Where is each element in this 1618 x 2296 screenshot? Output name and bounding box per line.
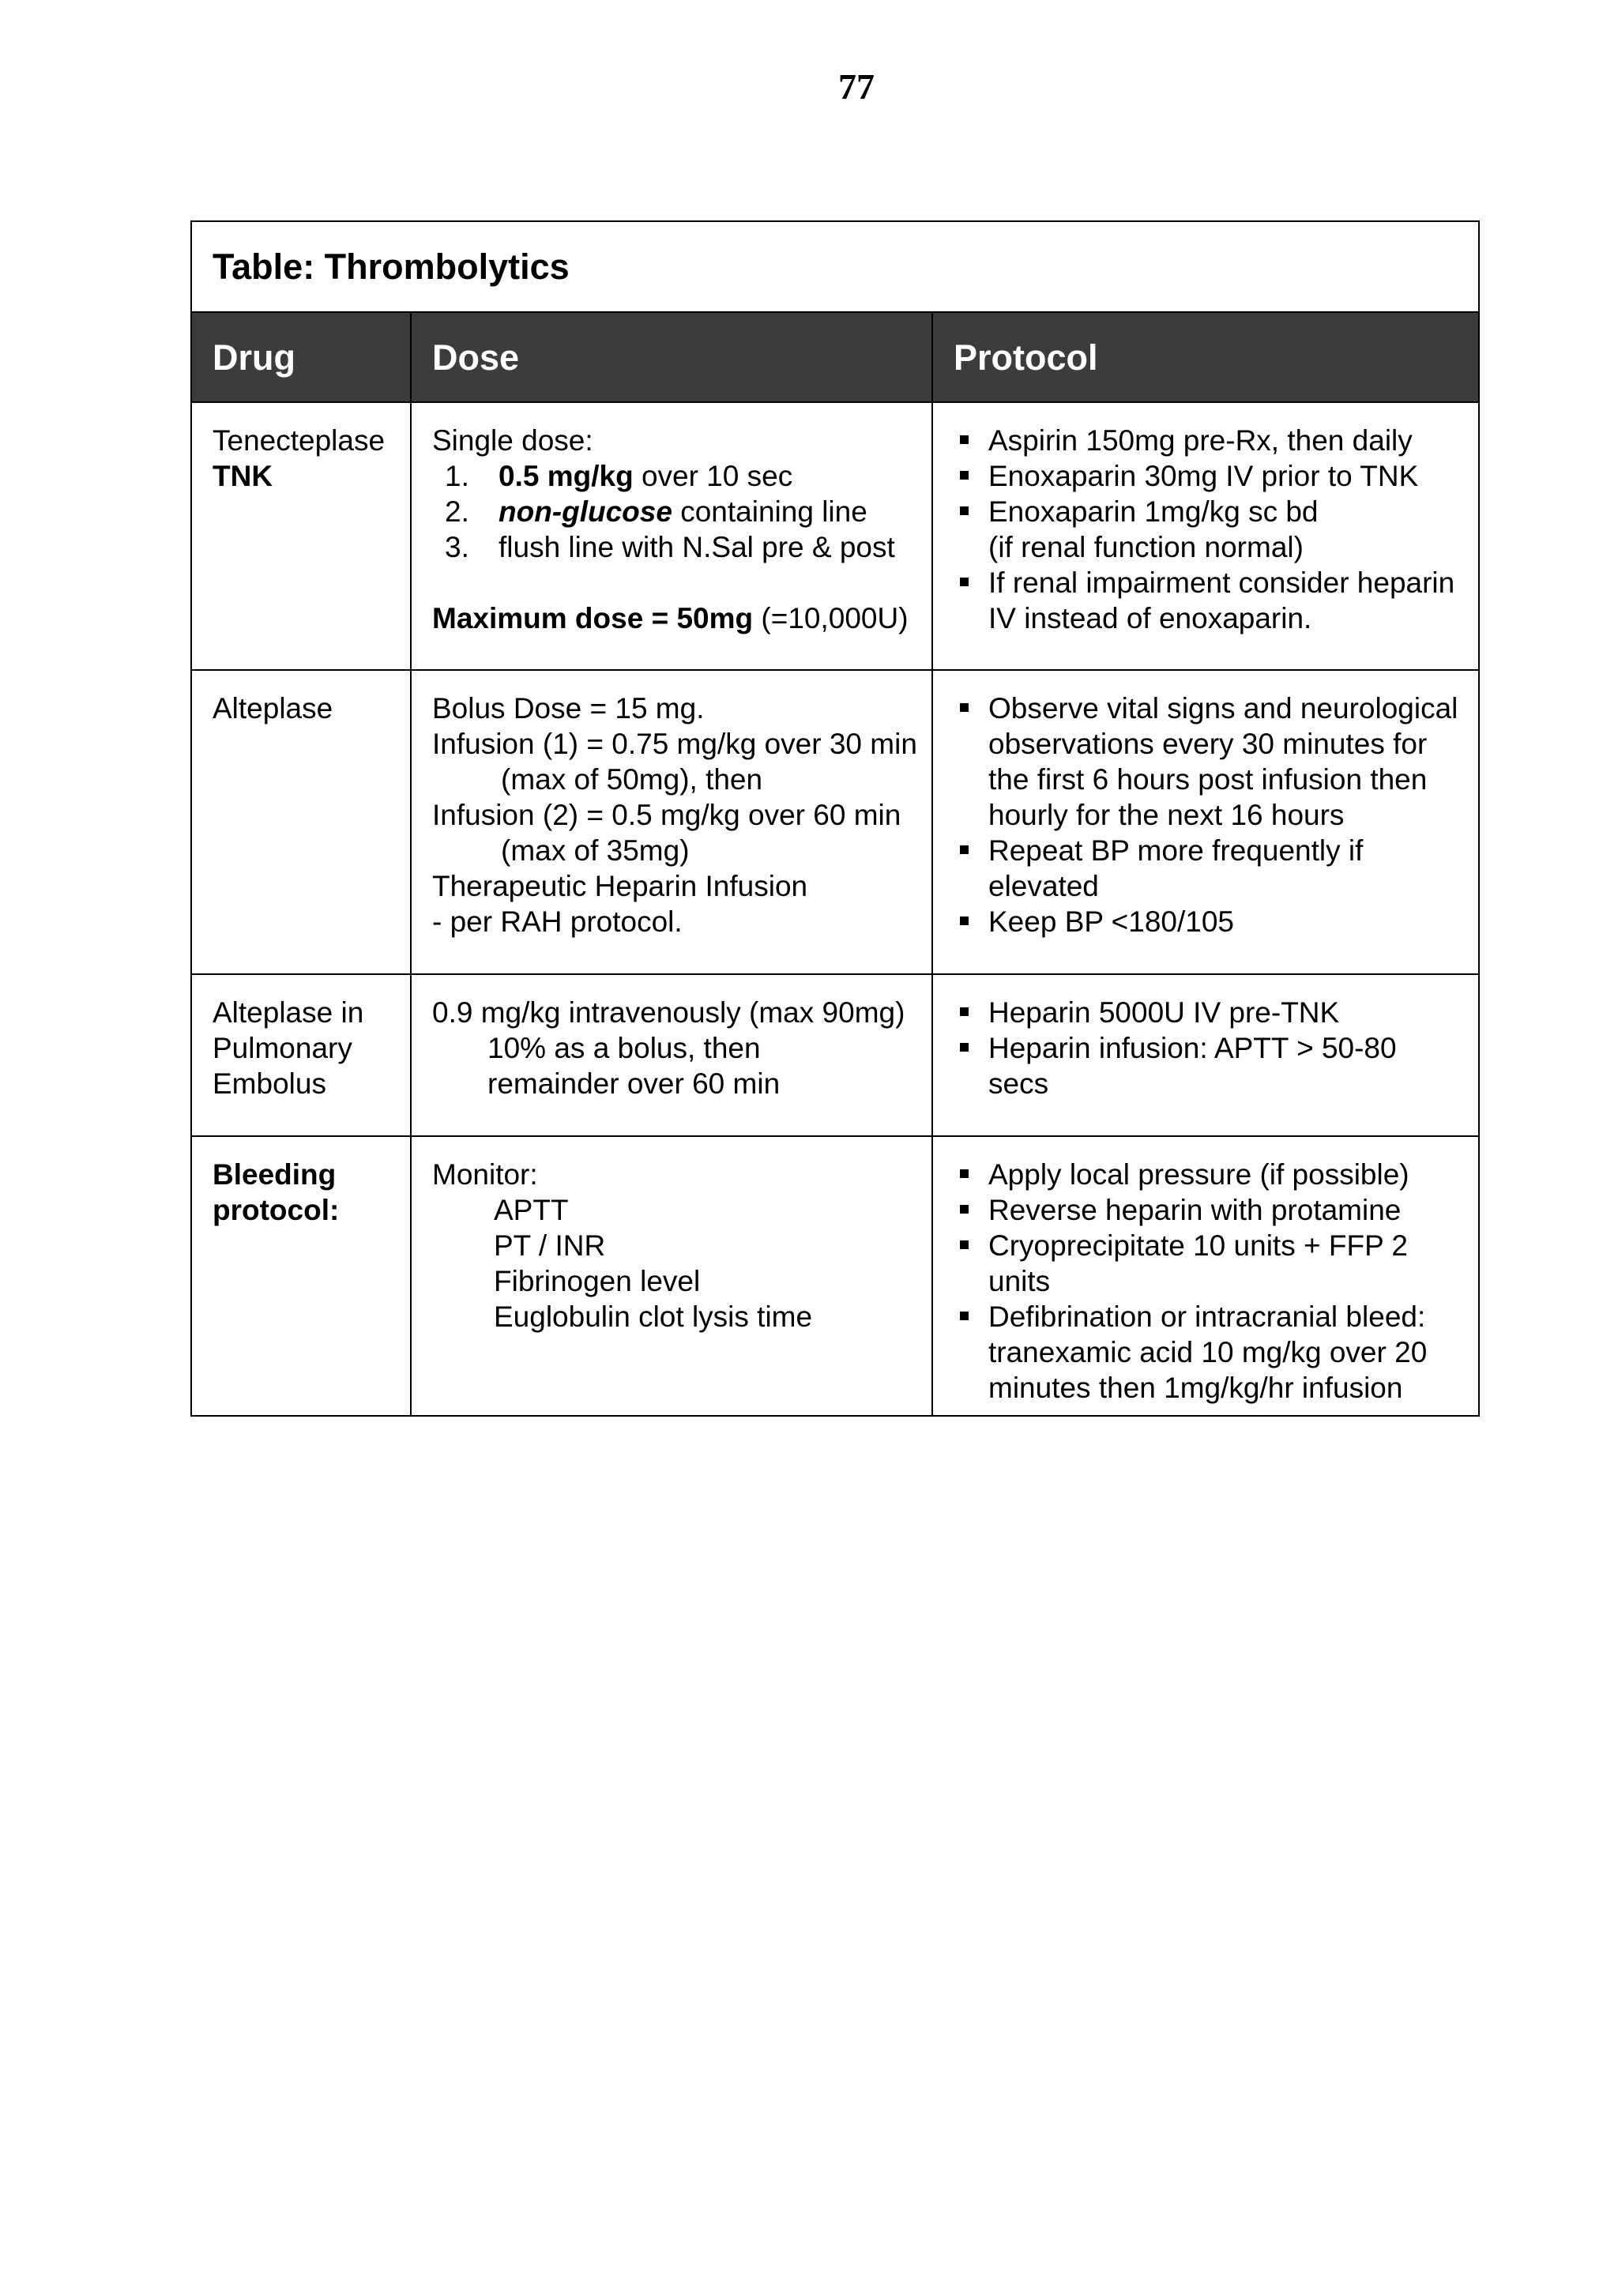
dose-line: Therapeutic Heparin Infusion (432, 870, 808, 902)
protocol-cell (932, 670, 1479, 974)
drug-cell (191, 974, 411, 1136)
drug-name: Pulmonary (213, 1032, 352, 1064)
max-dose: Maximum dose = 50mg (=10,000U) (432, 602, 909, 634)
dose-line: (max of 50mg), then (501, 763, 763, 796)
dose-line: APTT (494, 1194, 569, 1226)
page-number: 77 (838, 66, 875, 107)
protocol-item: Observe vital signs and neurological observations every 30 minutes for the first 6 hours post infusion then hourly for the next 16 hours (954, 691, 1464, 833)
protocol-item: Repeat BP more frequently if elevated (954, 833, 1464, 904)
protocol-item: Keep BP <180/105 (954, 904, 1464, 939)
protocol-item: Heparin 5000U IV pre-TNK (954, 995, 1464, 1030)
drug-cell (191, 402, 411, 670)
drug-name: Bleeding (213, 1158, 337, 1191)
protocol-cell (932, 402, 1479, 670)
protocol-item: Reverse heparin with protamine (954, 1192, 1464, 1228)
table-row (191, 670, 1479, 974)
protocol-item: Aspirin 150mg pre-Rx, then daily (954, 423, 1464, 458)
dose-intro: Single dose: (432, 424, 593, 457)
protocol-item: Apply local pressure (if possible) (954, 1157, 1464, 1192)
dose-line: Infusion (2) = 0.5 mg/kg over 60 min (432, 799, 901, 831)
dose-line: Fibrinogen level (494, 1265, 701, 1297)
protocol-cell (932, 974, 1479, 1136)
dose-line: Bolus Dose = 15 mg. (432, 692, 705, 725)
dose-cell (411, 974, 932, 1136)
protocol-item: Enoxaparin 1mg/kg sc bd (if renal function normal) (954, 494, 1464, 565)
table-row (191, 402, 1479, 670)
protocol-item: Cryoprecipitate 10 units + FFP 2 units (954, 1228, 1464, 1299)
header-protocol: Protocol (932, 312, 1479, 402)
dose-line: PT / INR (494, 1229, 606, 1262)
table-title: Table: Thrombolytics (191, 221, 1479, 312)
protocol-cell (932, 1136, 1479, 1416)
dose-line: Monitor: (432, 1158, 538, 1191)
dose-step: 3. flush line with N.Sal pre & post (445, 531, 895, 563)
dose-line: - per RAH protocol. (432, 905, 683, 938)
drug-cell (191, 1136, 411, 1416)
protocol-item: Defibrination or intracranial bleed: tranexamic acid 10 mg/kg over 20 minutes then 1mg/kg/hr infusion (954, 1299, 1464, 1406)
dose-step: 1. 0.5 mg/kg over 10 sec (445, 460, 793, 492)
dose-line: 10% as a bolus, then (487, 1032, 761, 1064)
dose-line: Infusion (1) = 0.75 mg/kg over 30 min (432, 728, 917, 760)
table-header-row (191, 312, 1479, 402)
drug-cell (191, 670, 411, 974)
dose-line: (max of 35mg) (501, 834, 690, 867)
dose-cell (411, 402, 932, 670)
dose-line: 0.9 mg/kg intravenously (max 90mg) (432, 996, 905, 1029)
protocol-item: If renal impairment consider heparin IV instead of enoxaparin. (954, 565, 1464, 636)
header-dose: Dose (411, 312, 932, 402)
dose-line: remainder over 60 min (487, 1067, 781, 1100)
drug-name: Embolus (213, 1067, 326, 1100)
dose-cell (411, 1136, 932, 1416)
table-title-row (191, 221, 1479, 312)
drug-name: Alteplase (213, 692, 333, 725)
protocol-item: Enoxaparin 30mg IV prior to TNK (954, 458, 1464, 494)
protocol-item: Heparin infusion: APTT > 50-80 secs (954, 1030, 1464, 1101)
drug-name: Tenecteplase (213, 424, 386, 457)
thrombolytics-table (190, 220, 1480, 1417)
table-row (191, 1136, 1479, 1416)
dose-cell (411, 670, 932, 974)
drug-name: Alteplase in (213, 996, 364, 1029)
table-row (191, 974, 1479, 1136)
header-drug: Drug (191, 312, 411, 402)
drug-name: protocol: (213, 1194, 340, 1226)
drug-abbrev: TNK (213, 460, 273, 492)
dose-step: 2. non-glucose containing line (445, 495, 867, 528)
dose-line: Euglobulin clot lysis time (494, 1300, 813, 1333)
